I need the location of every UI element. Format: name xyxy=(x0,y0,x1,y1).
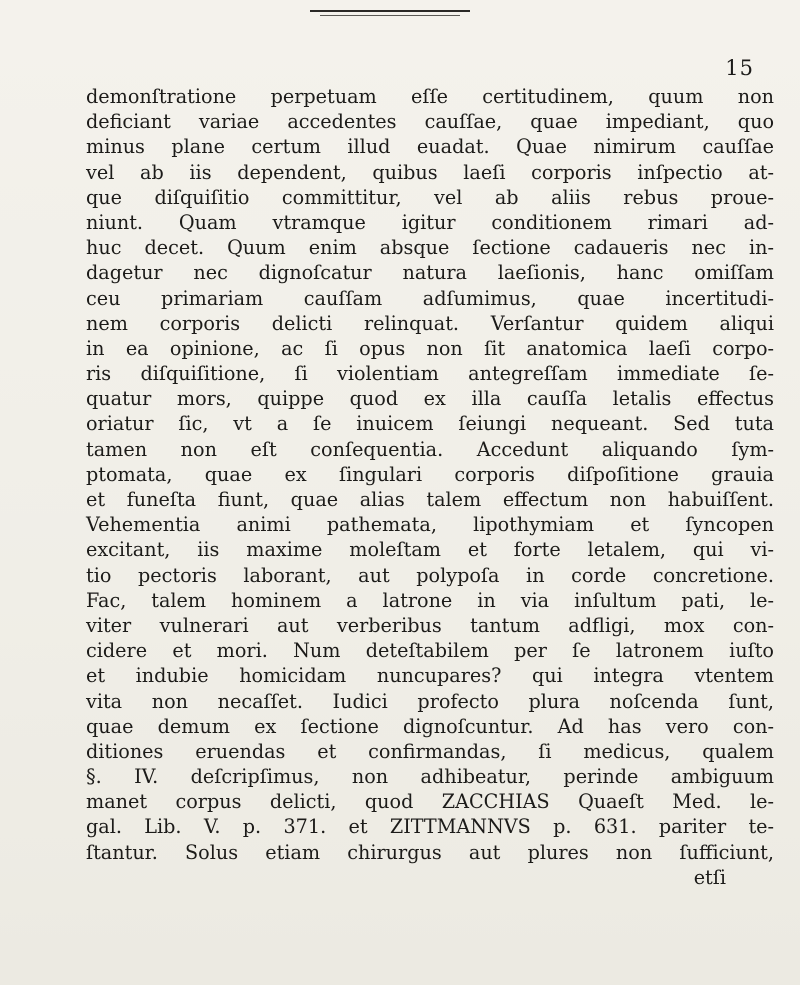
text-line: et indubie homicidam nuncupares? qui integra vtentem xyxy=(86,664,774,688)
text-line: minus plane certum illud euadat. Quae nimirum cauſſae xyxy=(86,135,774,159)
text-line: ris diſquiſitione, ſi violentiam antegreſſam immediate ſe- xyxy=(86,362,774,386)
text-line: Fac, talem hominem a latrone in via inſultum pati, le- xyxy=(86,588,774,612)
text-line: cidere et mori. Num deteſtabilem per ſe latronem iuſto xyxy=(86,639,774,663)
text-line: Vehementia animi pathemata, lipothymiam et ſyncopen xyxy=(86,513,774,537)
page-number: 15 xyxy=(725,56,754,80)
text-line: vita non necaſſet. Iudici profecto plura noſcenda ſunt, xyxy=(86,689,774,713)
text-line: niunt. Quam vtramque igitur conditionem rimari ad- xyxy=(86,210,774,234)
catchword: etſi xyxy=(693,865,726,889)
text-line: quatur mors, quippe quod ex illa cauſſa letalis effectus xyxy=(86,387,774,411)
text-line: ptomata, quae ex ſingulari corporis diſpoſitione grauia xyxy=(86,462,774,486)
text-line: in ea opinione, ac ſi opus non ſit anatomica laeſi corpo- xyxy=(86,336,774,360)
header-rule-bottom xyxy=(320,15,460,16)
text-line: huc decet. Quum enim absque ſectione cadaueris nec in- xyxy=(86,236,774,260)
text-line: tamen non eſt conſequentia. Accedunt aliquando ſym- xyxy=(86,437,774,461)
text-line: gal. Lib. V. p. 371. et ZITTMANNVS p. 631. pariter te- xyxy=(86,815,774,839)
text-line: ſtantur. Solus etiam chirurgus aut plures non ſufficiunt, xyxy=(86,840,774,864)
text-line: vel ab iis dependent, quibus laeſi corporis inſpectio at- xyxy=(86,160,774,184)
header-rule xyxy=(310,10,470,18)
text-line: ditiones eruendas et confirmandas, ſi medicus, qualem xyxy=(86,739,774,763)
text-line: viter vulnerari aut verberibus tantum adfligi, mox con- xyxy=(86,613,774,637)
text-line: quae demum ex ſectione dignoſcuntur. Ad has vero con- xyxy=(86,714,774,738)
text-line: que diſquiſitio committitur, vel ab aliis rebus proue- xyxy=(86,185,774,209)
header-rule-top xyxy=(310,10,470,12)
text-line: dagetur nec dignoſcatur natura laeſionis, hanc omiſſam xyxy=(86,261,774,285)
text-line: manet corpus delicti, quod ZACCHIAS Quaeſt Med. le- xyxy=(86,790,774,814)
text-line: deficiant variae accedentes cauſſae, quae impediant, quo xyxy=(86,110,774,134)
text-line: oriatur ſic, vt a ſe inuicem ſeiungi nequeant. Sed tuta xyxy=(86,412,774,436)
text-line: excitant, iis maxime moleſtam et forte letalem, qui vi- xyxy=(86,538,774,562)
text-line: tio pectoris laborant, aut polypoſa in corde concretione. xyxy=(86,563,774,587)
text-line: demonſtratione perpetuam eſſe certitudinem, quum non xyxy=(86,85,774,108)
text-line: ceu primariam cauſſam adſumimus, quae incertitudi- xyxy=(86,286,774,310)
text-line: et funeſta fiunt, quae alias talem effectum non habuiſſent. xyxy=(86,488,774,511)
body-text xyxy=(86,84,774,890)
text-line: §. IV. deſcripſimus, non adhibeatur, perinde ambiguum xyxy=(86,765,774,789)
text-line: nem corporis delicti relinquat. Verſantur quidem aliqui xyxy=(86,311,774,335)
